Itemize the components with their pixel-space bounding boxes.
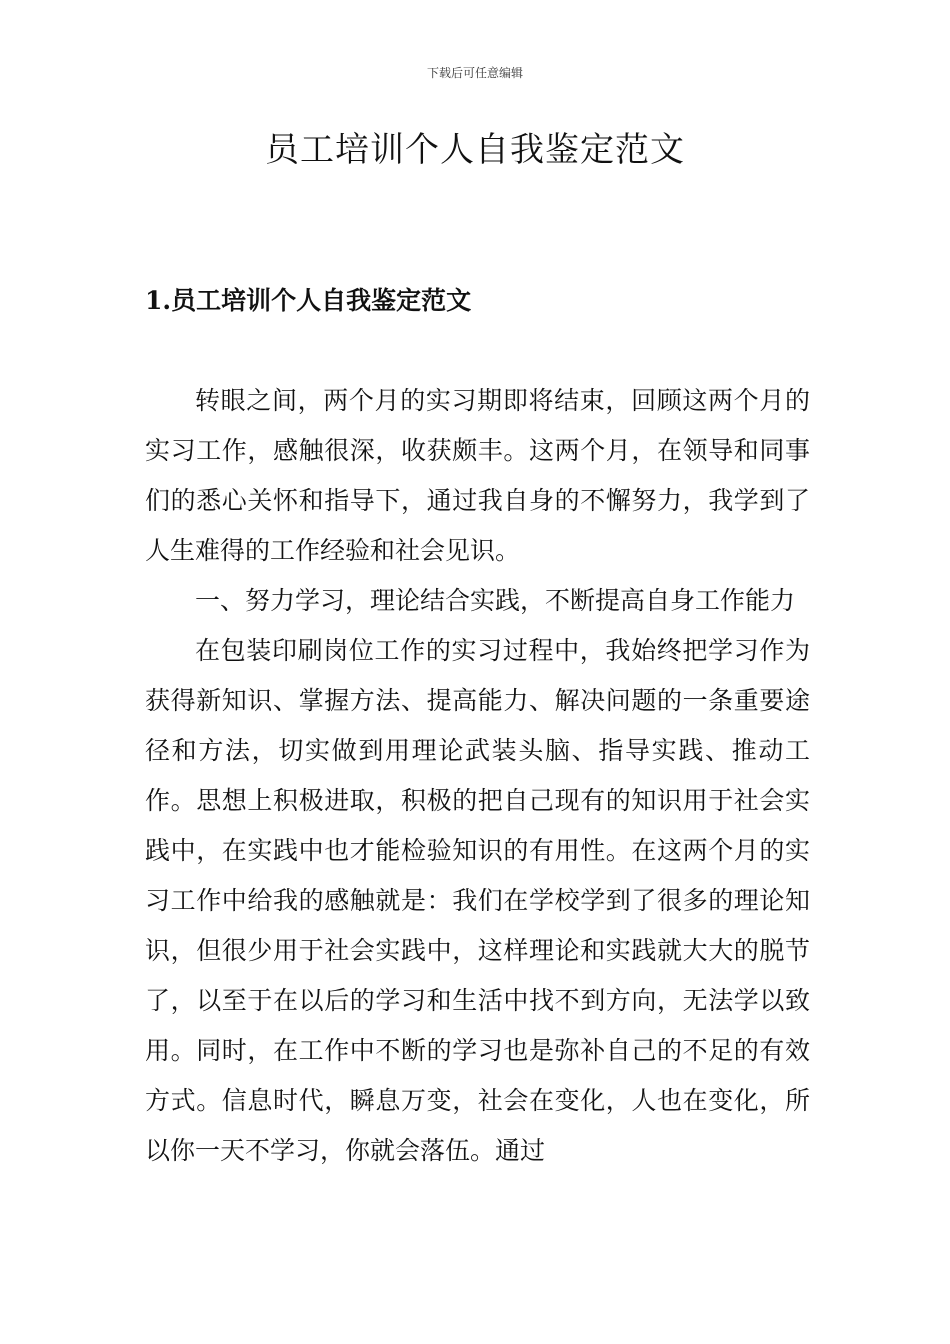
paragraph-intro: 转眼之间，两个月的实习期即将结束，回顾这两个月的实习工作，感触很深，收获颇丰。这两个月，在领导和同事们的悉心关怀和指导下，通过我自身的不懈努力，我学到了人生难得的工作经验和社会见识。 [145, 386, 810, 565]
document-title: 员工培训个人自我鉴定范文 [265, 130, 685, 170]
paragraph-subheading: 一、努力学习，理论结合实践，不断提高自身工作能力 [195, 586, 796, 615]
body-text [145, 376, 810, 1176]
header-note: 下载后可任意编辑 [426, 66, 523, 80]
paragraph-body: 在包装印刷岗位工作的实习过程中，我始终把学习作为获得新知识、掌握方法、提高能力、解决问题的一条重要途径和方法，切实做到用理论武装头脑、指导实践、推动工作。思想上积极进取，积极的把自己现有的知识用于社会实践中，在实践中也才能检验知识的有用性。在这两个月的实习工作中给我的感触就是：我们在学校学到了很多的理论知识，但很少用于社会实践中，这样理论和实践就大大的脱节了，以至于在以后的学习和生活中找不到方向，无法学以致用。同时，在工作中不断的学习也是弥补自己的不足的有效方式。信息时代，瞬息万变，社会在变化，人也在变化，所以你一天不学习，你就会落伍。通过 [145, 636, 810, 1165]
section-heading: 1.员工培训个人自我鉴定范文 [145, 286, 472, 315]
